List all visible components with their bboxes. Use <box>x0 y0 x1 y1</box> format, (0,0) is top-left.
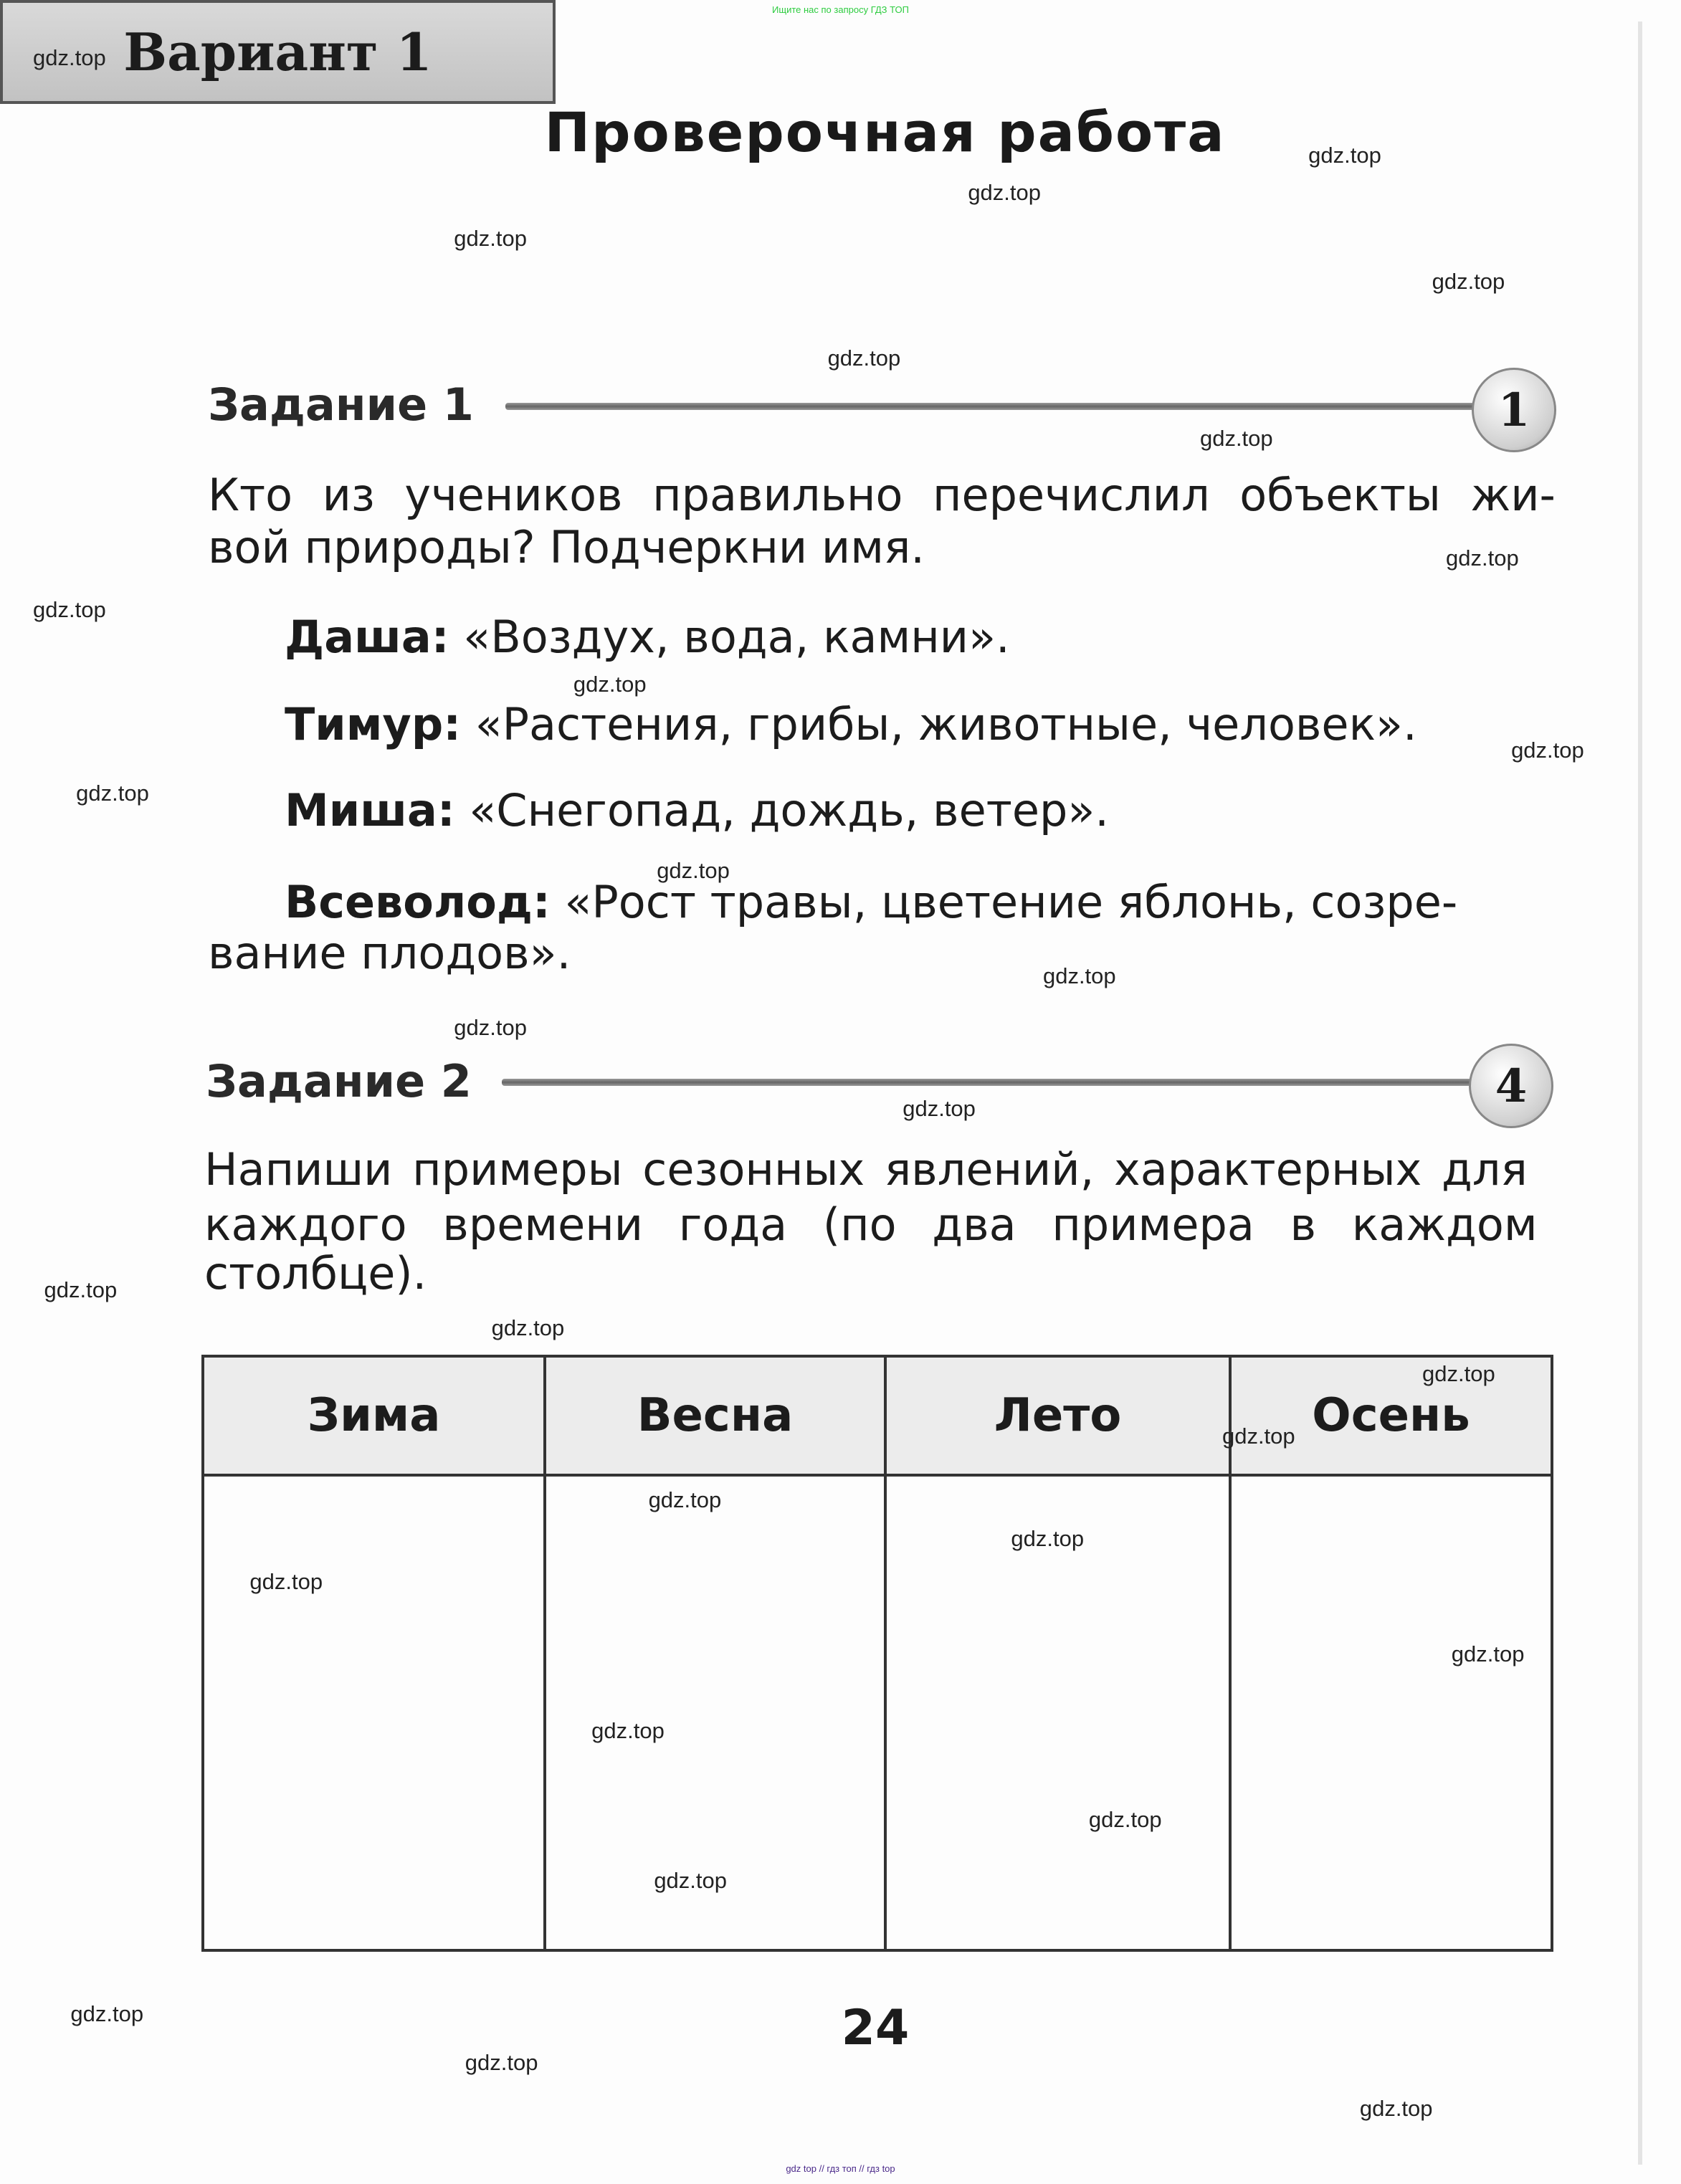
seasons-table <box>201 1355 1553 1952</box>
task1-badge: 1 <box>1472 368 1556 452</box>
watermark: gdz.top <box>654 1868 728 1894</box>
watermark: gdz.top <box>491 1315 565 1340</box>
answer-name: Всеволод: <box>285 876 551 928</box>
watermark: gdz.top <box>249 1569 323 1595</box>
task2-line3: столбце). <box>204 1247 427 1300</box>
watermark: gdz.top <box>44 1277 118 1303</box>
task1-question-line2: вой природы? Подчеркни имя. <box>208 521 925 573</box>
watermark: gdz.top <box>657 858 730 884</box>
answer-text: «Снегопад, дождь, ветер». <box>469 784 1109 836</box>
answer-cell-autumn[interactable] <box>1230 1475 1552 1950</box>
table-header-row <box>203 1356 1552 1475</box>
bottom-banner[interactable]: gdz top // гдз топ // гдз top <box>786 2163 895 2174</box>
answer-misha <box>285 784 1109 836</box>
task2-line2: каждого времени года (по два примера в каждом <box>204 1198 1538 1251</box>
task2-line1: Напиши примеры сезонных явлений, характерных для <box>204 1143 1528 1196</box>
top-banner[interactable]: Ищите нас по запросу ГДЗ ТОП <box>772 4 909 15</box>
answer-name: Тимур: <box>285 698 462 750</box>
watermark: gdz.top <box>33 45 106 71</box>
watermark: gdz.top <box>591 1717 665 1743</box>
question-word: объекты <box>1239 469 1441 521</box>
watermark: gdz.top <box>1042 963 1116 989</box>
answer-timur <box>285 698 1417 750</box>
variant-box: Вариант 1 <box>0 0 556 104</box>
task2-rule <box>502 1079 1473 1086</box>
watermark: gdz.top <box>33 596 106 622</box>
col-summer: Лето <box>885 1356 1230 1475</box>
question-word: Кто <box>208 469 293 521</box>
watermark: gdz.top <box>465 2049 538 2075</box>
watermark: gdz.top <box>1451 1641 1525 1667</box>
watermark: gdz.top <box>1445 545 1519 571</box>
col-winter: Зима <box>203 1356 545 1475</box>
watermark: gdz.top <box>968 180 1042 206</box>
question-word: жи- <box>1470 469 1556 521</box>
question-word: учеников <box>404 469 623 521</box>
task1-question-line1 <box>208 469 1556 521</box>
page-title: Проверочная работа <box>544 100 1226 164</box>
watermark: gdz.top <box>1199 426 1273 452</box>
answer-cell-winter[interactable] <box>203 1475 545 1950</box>
question-word: правильно <box>652 469 903 521</box>
col-spring: Весна <box>545 1356 885 1475</box>
watermark: gdz.top <box>454 1015 527 1041</box>
answer-name: Даша: <box>285 611 449 663</box>
watermark: gdz.top <box>1011 1526 1085 1552</box>
watermark: gdz.top <box>1511 737 1584 763</box>
watermark: gdz.top <box>573 672 647 697</box>
watermark: gdz.top <box>1432 269 1505 295</box>
col-autumn: Осень <box>1230 1356 1552 1475</box>
watermark: gdz.top <box>1088 1806 1162 1832</box>
task2-heading: Задание 2 <box>206 1055 472 1107</box>
answer-vsevolod-cont: вание плодов». <box>208 927 571 979</box>
page-edge <box>1638 22 1642 2165</box>
watermark: gdz.top <box>70 2001 144 2027</box>
table-row <box>203 1475 1552 1950</box>
answer-text: «Растения, грибы, животные, человек». <box>475 698 1417 750</box>
question-word: перечислил <box>932 469 1210 521</box>
watermark: gdz.top <box>1422 1360 1495 1386</box>
answer-text: «Воздух, вода, камни». <box>463 611 1010 663</box>
answer-name: Миша: <box>285 784 455 836</box>
watermark: gdz.top <box>648 1487 722 1513</box>
question-word: из <box>322 469 375 521</box>
watermark: gdz.top <box>1359 2095 1433 2121</box>
watermark: gdz.top <box>903 1095 976 1121</box>
watermark: gdz.top <box>1222 1423 1295 1449</box>
answer-vsevolod <box>285 876 1458 928</box>
answer-dasha <box>285 611 1010 663</box>
watermark: gdz.top <box>76 780 149 806</box>
page-number: 24 <box>841 2000 910 2056</box>
task2-badge: 4 <box>1469 1044 1553 1128</box>
watermark: gdz.top <box>827 345 901 371</box>
answer-text: «Рост травы, цветение яблонь, созре- <box>564 876 1458 928</box>
watermark: gdz.top <box>1308 143 1381 168</box>
watermark: gdz.top <box>454 226 527 252</box>
task1-heading: Задание 1 <box>208 378 474 431</box>
task1-rule <box>505 403 1477 410</box>
